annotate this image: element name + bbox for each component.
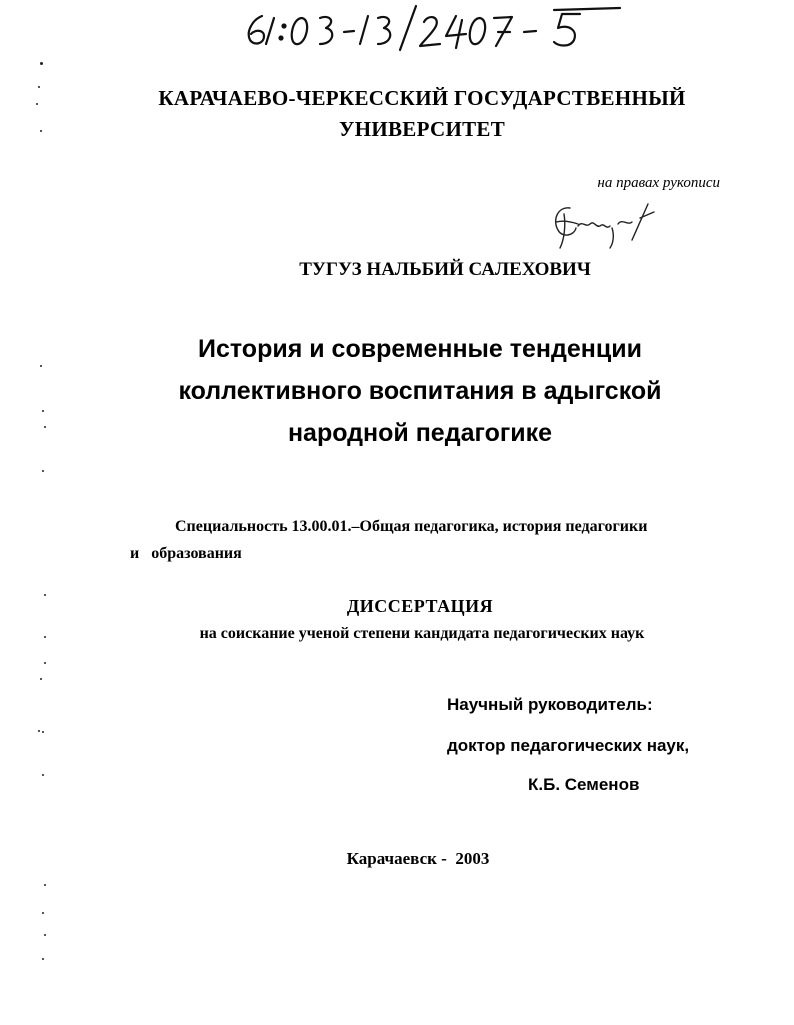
author-name: ТУГУЗ НАЛЬБИЙ САЛЕХОВИЧ bbox=[299, 259, 591, 280]
thesis-label: ДИССЕРТАЦИЯ bbox=[346, 596, 494, 616]
supervisor-name: К.Б. Семенов bbox=[528, 775, 640, 794]
dissertation-title-line: народной педагогике bbox=[287, 419, 553, 447]
supervisor-degree: доктор педагогических наук, bbox=[447, 736, 690, 755]
specialty-line1: Специальность 13.00.01.–Общая педагогика, история педагогики bbox=[175, 518, 648, 535]
archive-number-handwritten bbox=[240, 2, 640, 54]
scan-speck bbox=[44, 636, 46, 638]
scan-speck bbox=[36, 103, 38, 105]
city-and-year: Карачаевск - 2003 bbox=[346, 849, 490, 868]
dissertation-title-line: коллективного воспитания в адыгской bbox=[178, 377, 662, 405]
scan-speck bbox=[42, 912, 44, 914]
scan-speck bbox=[42, 410, 44, 412]
scan-speck bbox=[42, 774, 44, 776]
scan-speck bbox=[42, 470, 44, 472]
scan-speck bbox=[44, 884, 46, 886]
scan-speck bbox=[44, 934, 46, 936]
scan-speck bbox=[38, 86, 40, 88]
specialty-line2: и образования bbox=[130, 545, 242, 562]
scan-speck bbox=[40, 130, 42, 132]
scan-speck bbox=[44, 594, 46, 596]
scan-speck bbox=[38, 730, 40, 732]
scan-speck bbox=[40, 365, 42, 367]
specialty bbox=[130, 513, 730, 567]
scan-speck bbox=[40, 678, 42, 680]
degree-sought: на соискание ученой степени кандидата педагогических наук bbox=[199, 625, 645, 642]
supervisor-label: Научный руководитель: bbox=[447, 695, 653, 714]
university-name-line2: УНИВЕРСИТЕТ bbox=[339, 117, 505, 141]
scan-speck bbox=[40, 62, 43, 65]
scan-speck bbox=[44, 662, 46, 664]
scan-speck bbox=[44, 426, 46, 428]
dissertation-title bbox=[100, 328, 740, 454]
manuscript-rights-note: на правах рукописи bbox=[597, 175, 720, 191]
dissertation-title-line: История и современные тенденции bbox=[198, 335, 642, 363]
author-signature bbox=[548, 200, 663, 250]
scan-speck bbox=[42, 731, 44, 733]
scan-speck bbox=[42, 958, 44, 960]
university-name-line1: КАРАЧАЕВО-ЧЕРКЕССКИЙ ГОСУДАРСТВЕННЫЙ bbox=[158, 86, 686, 110]
